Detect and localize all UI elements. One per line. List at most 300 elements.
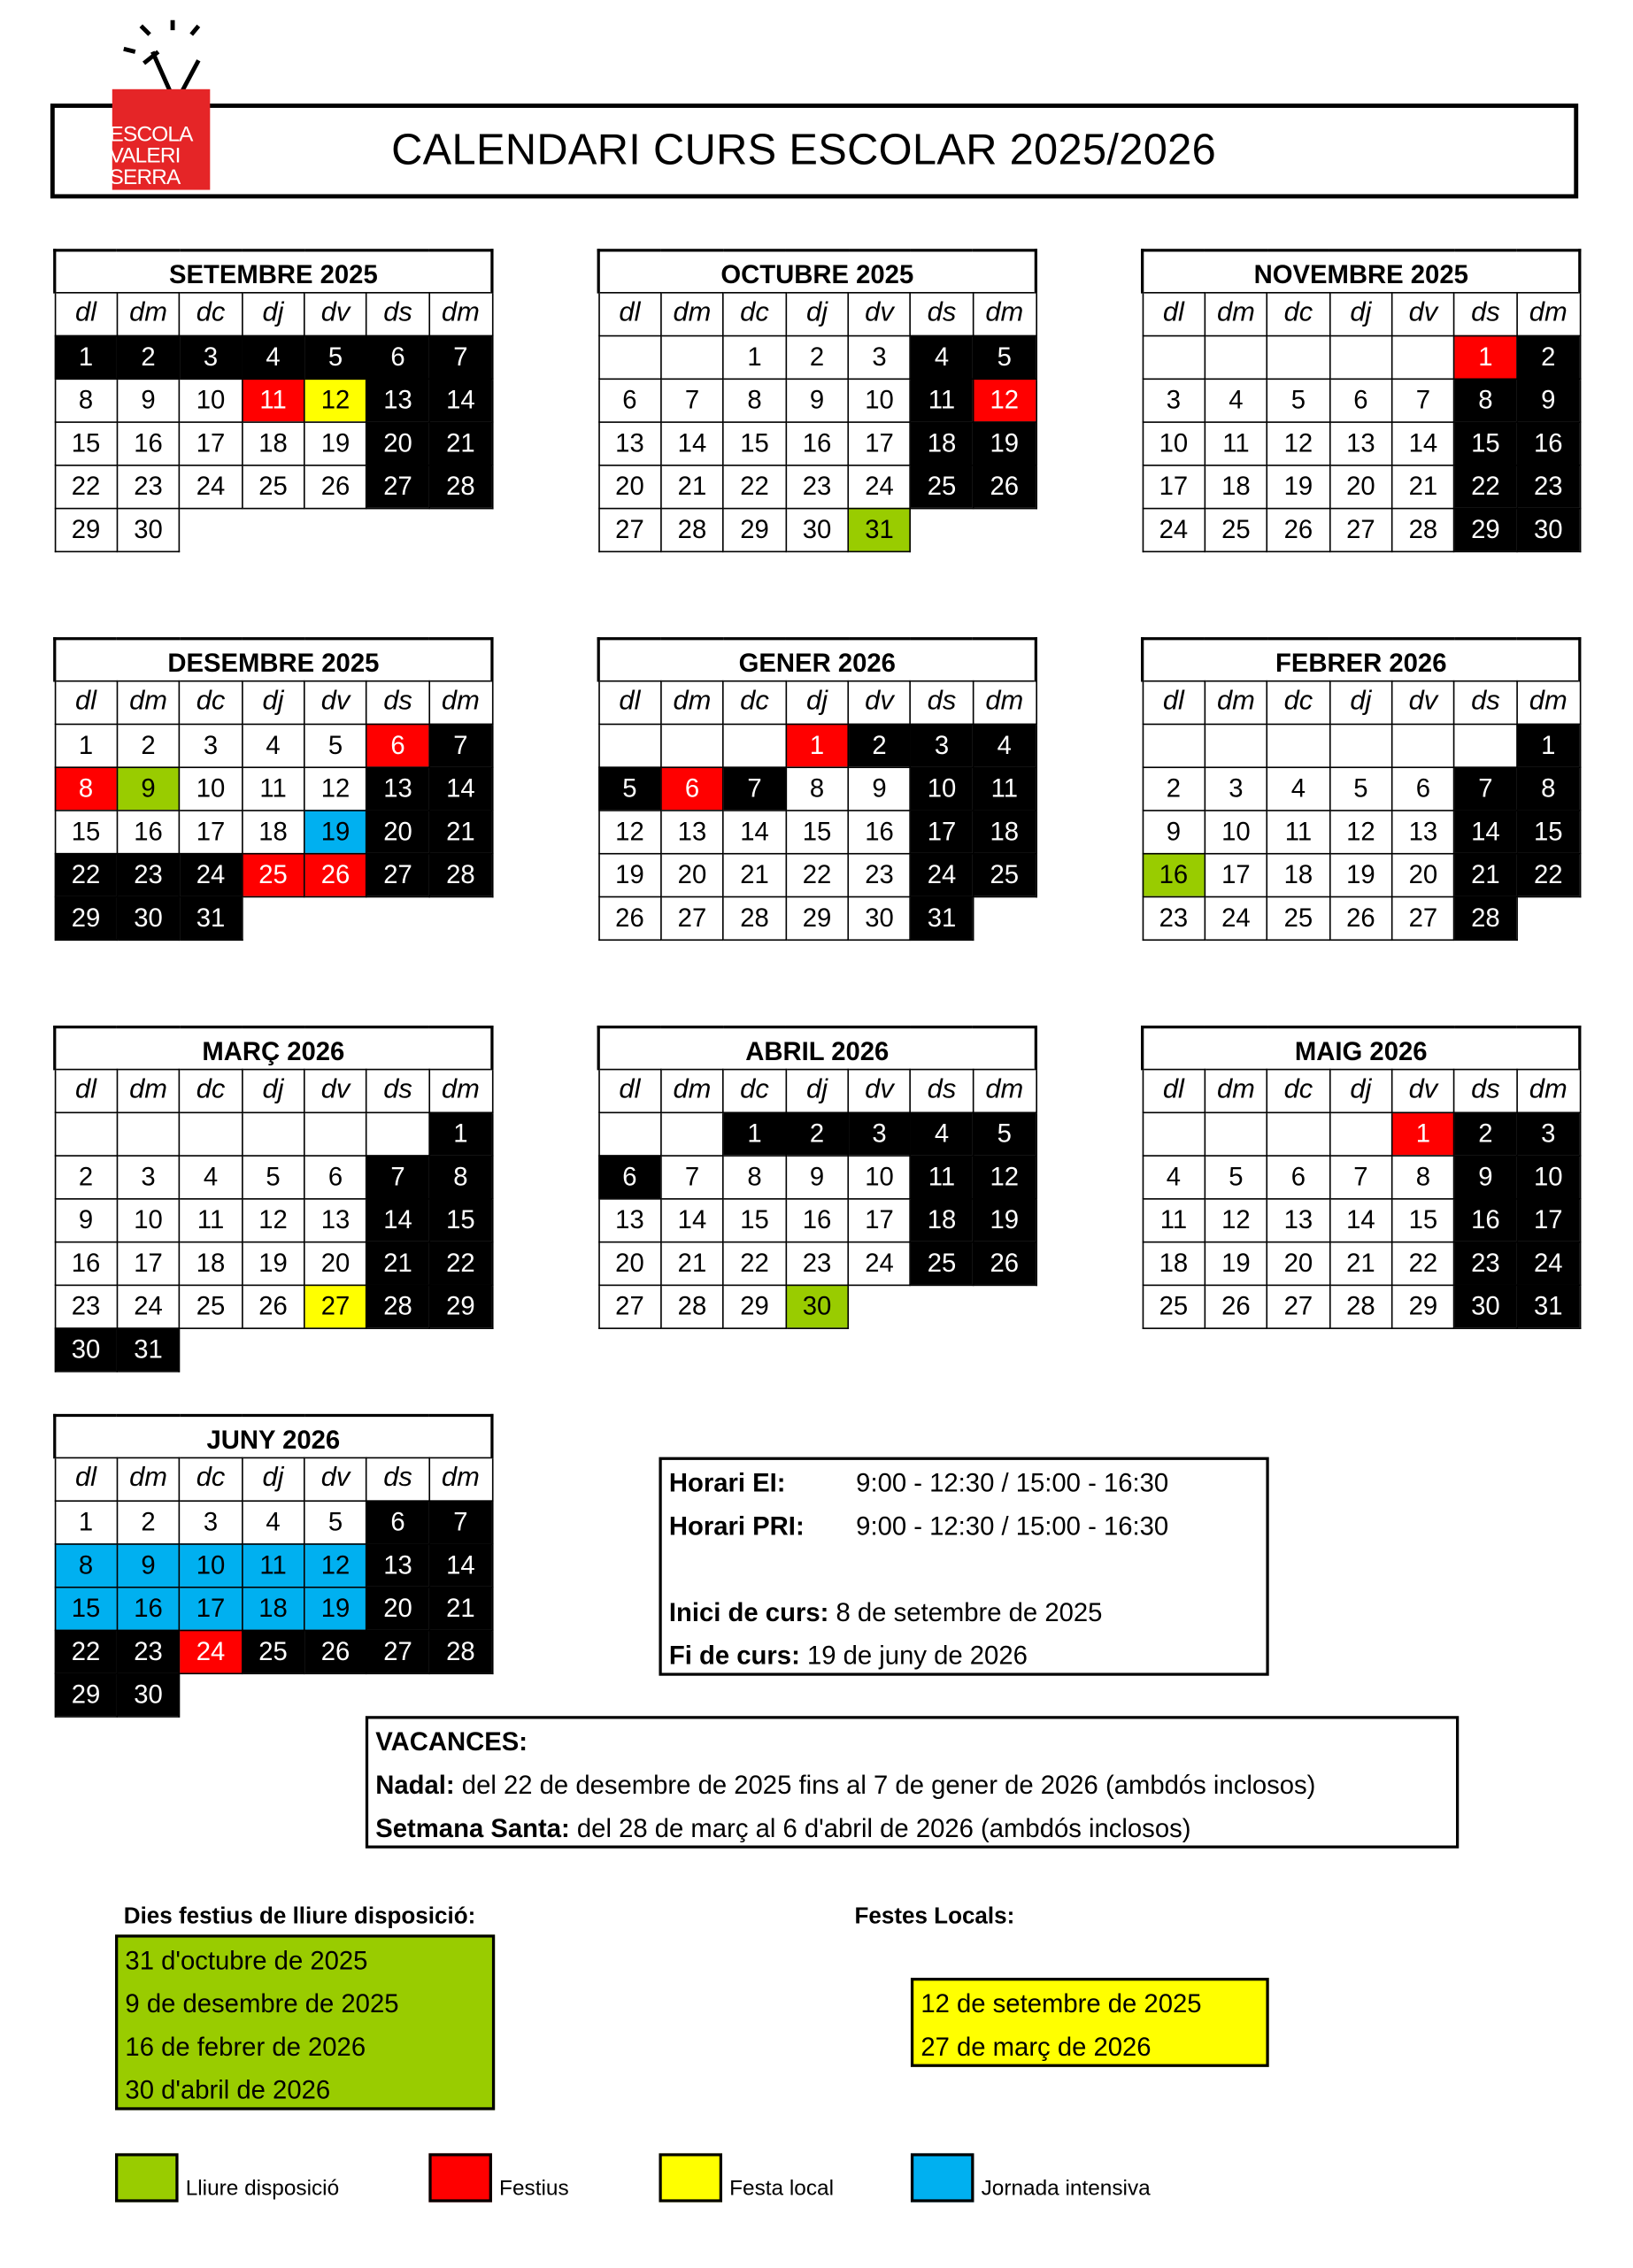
day-cell: 2: [117, 724, 180, 767]
day-cell: 11: [1143, 1198, 1205, 1242]
day-cell: 3: [180, 1500, 243, 1543]
weekday-header: ds: [366, 680, 429, 724]
day-cell: 18: [973, 810, 1036, 853]
day-cell: 2: [117, 1500, 180, 1543]
day-cell: 13: [366, 1543, 429, 1587]
logo-text-3: SERRA: [109, 165, 181, 190]
nadal-value: del 22 de desembre de 2025 fins al 7 de gener de 2026 (ambdós inclosos): [454, 1770, 1316, 1800]
day-cell: 7: [661, 1155, 724, 1198]
day-cell: 31: [848, 508, 911, 551]
day-cell: 8: [723, 1155, 786, 1198]
day-cell: 10: [180, 379, 243, 422]
lliure-item: 9 de desembre de 2025: [125, 1989, 399, 2018]
day-cell: 2: [1517, 335, 1580, 379]
school-logo: [110, 18, 225, 193]
end-label: Fi de curs:: [668, 1641, 800, 1671]
day-cell: 25: [911, 465, 974, 508]
day-cell: 7: [1329, 1155, 1392, 1198]
day-cell: 16: [1517, 421, 1580, 465]
day-cell: 18: [911, 1198, 974, 1242]
day-cell: 3: [1517, 1112, 1580, 1156]
day-cell: 20: [661, 853, 724, 896]
weekday-header: dc: [180, 1069, 243, 1112]
day-cell: 3: [848, 1112, 911, 1156]
day-cell: 22: [55, 1630, 118, 1673]
weekday-header: dl: [598, 292, 661, 335]
empty-day-cell: [1329, 1112, 1392, 1156]
weekday-header: dm: [1517, 292, 1580, 335]
weekday-header: dm: [429, 1069, 492, 1112]
nadal-label: Nadal:: [375, 1770, 455, 1800]
day-cell: 27: [598, 1285, 661, 1328]
empty-day-cell: [1329, 724, 1392, 767]
weekday-header: dm: [429, 292, 492, 335]
day-cell: 30: [848, 896, 911, 940]
day-cell: 7: [723, 766, 786, 810]
day-cell: 8: [55, 379, 118, 422]
day-cell: 9: [117, 379, 180, 422]
weekday-header: ds: [366, 1457, 429, 1501]
start-value: 8 de setembre de 2025: [828, 1597, 1103, 1627]
day-cell: 24: [180, 465, 243, 508]
weekday-header: ds: [1454, 292, 1517, 335]
month-table: [1141, 637, 1581, 940]
day-cell: 1: [1517, 724, 1580, 767]
empty-day-cell: [1267, 1112, 1330, 1156]
weekday-header: ds: [911, 292, 974, 335]
day-cell: 29: [429, 1285, 492, 1328]
month-name: MAIG 2026: [1143, 1027, 1580, 1069]
day-cell: 8: [723, 379, 786, 422]
day-cell: 21: [429, 810, 492, 853]
blank-cell: [366, 508, 429, 551]
blank-cell: [304, 896, 367, 940]
day-cell: 24: [1143, 508, 1205, 551]
day-cell: 6: [304, 1155, 367, 1198]
day-cell: 29: [723, 1285, 786, 1328]
setmana-value: del 28 de març al 6 d'abril de 2026 (ambdós inclosos): [569, 1813, 1191, 1843]
day-cell: 15: [1454, 421, 1517, 465]
day-cell: 22: [55, 465, 118, 508]
blank-cell: [242, 1672, 304, 1716]
day-cell: 5: [1267, 379, 1330, 422]
lliure-item: 30 d'abril de 2026: [125, 2075, 331, 2105]
day-cell: 6: [366, 335, 429, 379]
weekday-header: ds: [1454, 1069, 1517, 1112]
day-cell: 14: [1392, 421, 1455, 465]
day-cell: 30: [117, 896, 180, 940]
day-cell: 8: [1392, 1155, 1455, 1198]
weekday-header: dj: [242, 680, 304, 724]
day-cell: 19: [598, 853, 661, 896]
day-cell: 19: [1205, 1242, 1267, 1285]
weekday-header: dm: [973, 680, 1036, 724]
month-table: [53, 637, 493, 940]
day-cell: 10: [848, 1155, 911, 1198]
weekday-header: ds: [911, 680, 974, 724]
weekday-header: dc: [1267, 1069, 1330, 1112]
blank-cell: [911, 1285, 974, 1328]
day-cell: 20: [366, 1587, 429, 1630]
day-cell: 2: [117, 335, 180, 379]
day-cell: 16: [117, 1587, 180, 1630]
day-cell: 28: [429, 465, 492, 508]
blank-cell: [242, 1327, 304, 1371]
day-cell: 11: [911, 1155, 974, 1198]
day-cell: 15: [429, 1198, 492, 1242]
weekday-header: dv: [304, 1457, 367, 1501]
day-cell: 23: [786, 1242, 849, 1285]
day-cell: 5: [1205, 1155, 1267, 1198]
month-name: GENER 2026: [598, 639, 1036, 680]
day-cell: 4: [1205, 379, 1267, 422]
day-cell: 7: [366, 1155, 429, 1198]
day-cell: 14: [1454, 810, 1517, 853]
day-cell: 31: [911, 896, 974, 940]
day-cell: 14: [723, 810, 786, 853]
day-cell: 3: [848, 335, 911, 379]
day-cell: 12: [973, 1155, 1036, 1198]
day-cell: 22: [786, 853, 849, 896]
day-cell: 27: [304, 1285, 367, 1328]
empty-day-cell: [661, 1112, 724, 1156]
day-cell: 12: [304, 766, 367, 810]
day-cell: 14: [429, 766, 492, 810]
weekday-header: dv: [1392, 680, 1455, 724]
day-cell: 12: [304, 1543, 367, 1587]
day-cell: 14: [429, 379, 492, 422]
weekday-header: dm: [1205, 292, 1267, 335]
local-item: 27 de març de 2026: [920, 2032, 1152, 2062]
weekday-header: dl: [1143, 1069, 1205, 1112]
legend-swatch-festa-local: [659, 2153, 722, 2202]
day-cell: 15: [723, 1198, 786, 1242]
weekday-header: dl: [598, 1069, 661, 1112]
day-cell: 15: [786, 810, 849, 853]
day-cell: 26: [598, 896, 661, 940]
weekday-header: dm: [117, 1457, 180, 1501]
day-cell: 10: [180, 1543, 243, 1587]
day-cell: 11: [1267, 810, 1330, 853]
day-cell: 18: [1267, 853, 1330, 896]
empty-day-cell: [1392, 724, 1455, 767]
day-cell: 11: [180, 1198, 243, 1242]
day-cell: 1: [429, 1112, 492, 1156]
day-cell: 28: [661, 508, 724, 551]
day-cell: 18: [911, 421, 974, 465]
day-cell: 14: [661, 1198, 724, 1242]
day-cell: 5: [1329, 766, 1392, 810]
page-title: CALENDARI CURS ESCOLAR 2025/2026: [391, 127, 1217, 174]
weekday-header: dc: [180, 1457, 243, 1501]
blank-cell: [366, 1672, 429, 1716]
day-cell: 22: [1392, 1242, 1455, 1285]
empty-day-cell: [1267, 335, 1330, 379]
day-cell: 19: [304, 810, 367, 853]
day-cell: 10: [117, 1198, 180, 1242]
weekday-header: ds: [1454, 680, 1517, 724]
month-calendar: [597, 249, 1037, 551]
day-cell: 4: [180, 1155, 243, 1198]
blank-cell: [429, 1672, 492, 1716]
day-cell: 25: [1205, 508, 1267, 551]
day-cell: 26: [1267, 508, 1330, 551]
day-cell: 9: [1454, 1155, 1517, 1198]
day-cell: 21: [723, 853, 786, 896]
day-cell: 9: [117, 766, 180, 810]
day-cell: 28: [1454, 896, 1517, 940]
month-name: JUNY 2026: [55, 1415, 492, 1457]
day-cell: 10: [180, 766, 243, 810]
day-cell: 1: [55, 724, 118, 767]
day-cell: 8: [1454, 379, 1517, 422]
empty-day-cell: [117, 1112, 180, 1156]
day-cell: 24: [180, 853, 243, 896]
day-cell: 8: [1517, 766, 1580, 810]
day-cell: 1: [786, 724, 849, 767]
pri-label: Horari PRI:: [668, 1511, 805, 1541]
day-cell: 23: [848, 853, 911, 896]
day-cell: 23: [117, 853, 180, 896]
day-cell: 4: [242, 724, 304, 767]
day-cell: 27: [366, 465, 429, 508]
day-cell: 12: [1267, 421, 1330, 465]
day-cell: 18: [1143, 1242, 1205, 1285]
day-cell: 13: [1267, 1198, 1330, 1242]
weekday-header: dm: [117, 680, 180, 724]
empty-day-cell: [1143, 1112, 1205, 1156]
day-cell: 18: [180, 1242, 243, 1285]
weekday-header: dc: [180, 292, 243, 335]
day-cell: 18: [242, 1587, 304, 1630]
day-cell: 28: [1329, 1285, 1392, 1328]
day-cell: 31: [1517, 1285, 1580, 1328]
day-cell: 21: [429, 1587, 492, 1630]
day-cell: 11: [973, 766, 1036, 810]
day-cell: 15: [723, 421, 786, 465]
legend-swatch-lliure: [115, 2153, 179, 2202]
day-cell: 7: [429, 1500, 492, 1543]
day-cell: 2: [1454, 1112, 1517, 1156]
weekday-header: dl: [55, 292, 118, 335]
day-cell: 11: [1205, 421, 1267, 465]
day-cell: 13: [598, 1198, 661, 1242]
blank-cell: [304, 1672, 367, 1716]
day-cell: 16: [1143, 853, 1205, 896]
weekday-header: dm: [661, 292, 724, 335]
day-cell: 12: [1205, 1198, 1267, 1242]
day-cell: 16: [786, 421, 849, 465]
weekday-header: dv: [848, 292, 911, 335]
day-cell: 28: [723, 896, 786, 940]
blank-cell: [429, 1327, 492, 1371]
day-cell: 8: [786, 766, 849, 810]
month-calendar: [1141, 637, 1581, 940]
day-cell: 17: [180, 421, 243, 465]
course-start: [669, 1598, 1103, 1628]
blank-cell: [429, 896, 492, 940]
blank-cell: [366, 896, 429, 940]
day-cell: 16: [1454, 1198, 1517, 1242]
day-cell: 24: [1205, 896, 1267, 940]
weekday-header: dc: [1267, 680, 1330, 724]
month-table: [597, 249, 1037, 551]
blank-cell: [1517, 896, 1580, 940]
weekday-header: dj: [1329, 292, 1392, 335]
day-cell: 25: [242, 465, 304, 508]
empty-day-cell: [1143, 335, 1205, 379]
day-cell: 10: [848, 379, 911, 422]
day-cell: 25: [973, 853, 1036, 896]
month-table: [53, 1026, 493, 1372]
day-cell: 5: [304, 724, 367, 767]
day-cell: 22: [1517, 853, 1580, 896]
day-cell: 26: [304, 465, 367, 508]
empty-day-cell: [242, 1112, 304, 1156]
day-cell: 4: [1143, 1155, 1205, 1198]
day-cell: 19: [242, 1242, 304, 1285]
empty-day-cell: [598, 335, 661, 379]
empty-day-cell: [55, 1112, 118, 1156]
day-cell: 6: [598, 1155, 661, 1198]
weekday-header: dc: [723, 680, 786, 724]
day-cell: 29: [1454, 508, 1517, 551]
weekday-header: dj: [1329, 1069, 1392, 1112]
empty-day-cell: [661, 335, 724, 379]
day-cell: 31: [180, 896, 243, 940]
day-cell: 28: [366, 1285, 429, 1328]
empty-day-cell: [598, 724, 661, 767]
weekday-header: dj: [242, 292, 304, 335]
course-end: [669, 1641, 1028, 1672]
empty-day-cell: [598, 1112, 661, 1156]
empty-day-cell: [1267, 724, 1330, 767]
day-cell: 28: [429, 853, 492, 896]
day-cell: 17: [848, 421, 911, 465]
nadal-line: [375, 1771, 1315, 1801]
day-cell: 12: [598, 810, 661, 853]
day-cell: 1: [55, 1500, 118, 1543]
weekday-header: dl: [55, 680, 118, 724]
locals-title: Festes Locals:: [854, 1904, 1015, 1929]
month-name: NOVEMBRE 2025: [1143, 250, 1580, 292]
day-cell: 10: [911, 766, 974, 810]
day-cell: 9: [55, 1198, 118, 1242]
day-cell: 29: [55, 896, 118, 940]
vacances-title: VACANCES:: [375, 1727, 528, 1757]
day-cell: 3: [117, 1155, 180, 1198]
day-cell: 13: [598, 421, 661, 465]
day-cell: 22: [55, 853, 118, 896]
day-cell: 27: [661, 896, 724, 940]
day-cell: 28: [1392, 508, 1455, 551]
day-cell: 26: [973, 1242, 1036, 1285]
day-cell: 21: [1392, 465, 1455, 508]
day-cell: 13: [366, 379, 429, 422]
day-cell: 10: [1205, 810, 1267, 853]
day-cell: 1: [723, 335, 786, 379]
empty-day-cell: [1143, 724, 1205, 767]
day-cell: 26: [1205, 1285, 1267, 1328]
lliure-title: Dies festius de lliure disposició:: [123, 1904, 476, 1929]
blank-cell: [973, 1285, 1036, 1328]
day-cell: 13: [661, 810, 724, 853]
day-cell: 18: [242, 810, 304, 853]
day-cell: 16: [117, 421, 180, 465]
weekday-header: dm: [973, 292, 1036, 335]
day-cell: 24: [117, 1285, 180, 1328]
day-cell: 7: [429, 724, 492, 767]
legend-swatch-jornada: [911, 2153, 974, 2202]
blank-cell: [848, 1285, 911, 1328]
day-cell: 30: [117, 508, 180, 551]
month-calendar: [597, 1026, 1037, 1328]
weekday-header: dv: [304, 1069, 367, 1112]
weekday-header: dl: [1143, 292, 1205, 335]
day-cell: 23: [117, 1630, 180, 1673]
day-cell: 12: [242, 1198, 304, 1242]
day-cell: 8: [55, 1543, 118, 1587]
blank-cell: [973, 896, 1036, 940]
month-table: [53, 249, 493, 551]
day-cell: 22: [429, 1242, 492, 1285]
day-cell: 5: [242, 1155, 304, 1198]
day-cell: 22: [723, 1242, 786, 1285]
day-cell: 21: [366, 1242, 429, 1285]
day-cell: 11: [242, 379, 304, 422]
empty-day-cell: [1454, 724, 1517, 767]
weekday-header: ds: [366, 1069, 429, 1112]
month-name: DESEMBRE 2025: [55, 639, 492, 680]
day-cell: 6: [1267, 1155, 1330, 1198]
weekday-header: dv: [304, 292, 367, 335]
blank-cell: [180, 1327, 243, 1371]
day-cell: 24: [180, 1630, 243, 1673]
day-cell: 11: [242, 1543, 304, 1587]
day-cell: 17: [911, 810, 974, 853]
day-cell: 23: [55, 1285, 118, 1328]
day-cell: 24: [848, 465, 911, 508]
day-cell: 20: [1329, 465, 1392, 508]
weekday-header: ds: [911, 1069, 974, 1112]
day-cell: 26: [973, 465, 1036, 508]
day-cell: 11: [242, 766, 304, 810]
blank-cell: [973, 508, 1036, 551]
day-cell: 29: [1392, 1285, 1455, 1328]
day-cell: 2: [1143, 766, 1205, 810]
day-cell: 20: [598, 1242, 661, 1285]
start-label: Inici de curs:: [668, 1597, 829, 1627]
legend-swatch-festius: [428, 2153, 492, 2202]
day-cell: 5: [304, 1500, 367, 1543]
weekday-header: dv: [1392, 1069, 1455, 1112]
day-cell: 10: [1143, 421, 1205, 465]
month-table: [597, 1026, 1037, 1328]
day-cell: 3: [180, 724, 243, 767]
blank-cell: [304, 1327, 367, 1371]
day-cell: 30: [55, 1327, 118, 1371]
weekday-header: dc: [723, 1069, 786, 1112]
day-cell: 27: [366, 853, 429, 896]
weekday-header: dj: [242, 1457, 304, 1501]
day-cell: 29: [55, 1672, 118, 1716]
month-name: OCTUBRE 2025: [598, 250, 1036, 292]
day-cell: 15: [1392, 1198, 1455, 1242]
day-cell: 15: [1517, 810, 1580, 853]
day-cell: 26: [1329, 896, 1392, 940]
day-cell: 3: [1205, 766, 1267, 810]
day-cell: 12: [304, 379, 367, 422]
